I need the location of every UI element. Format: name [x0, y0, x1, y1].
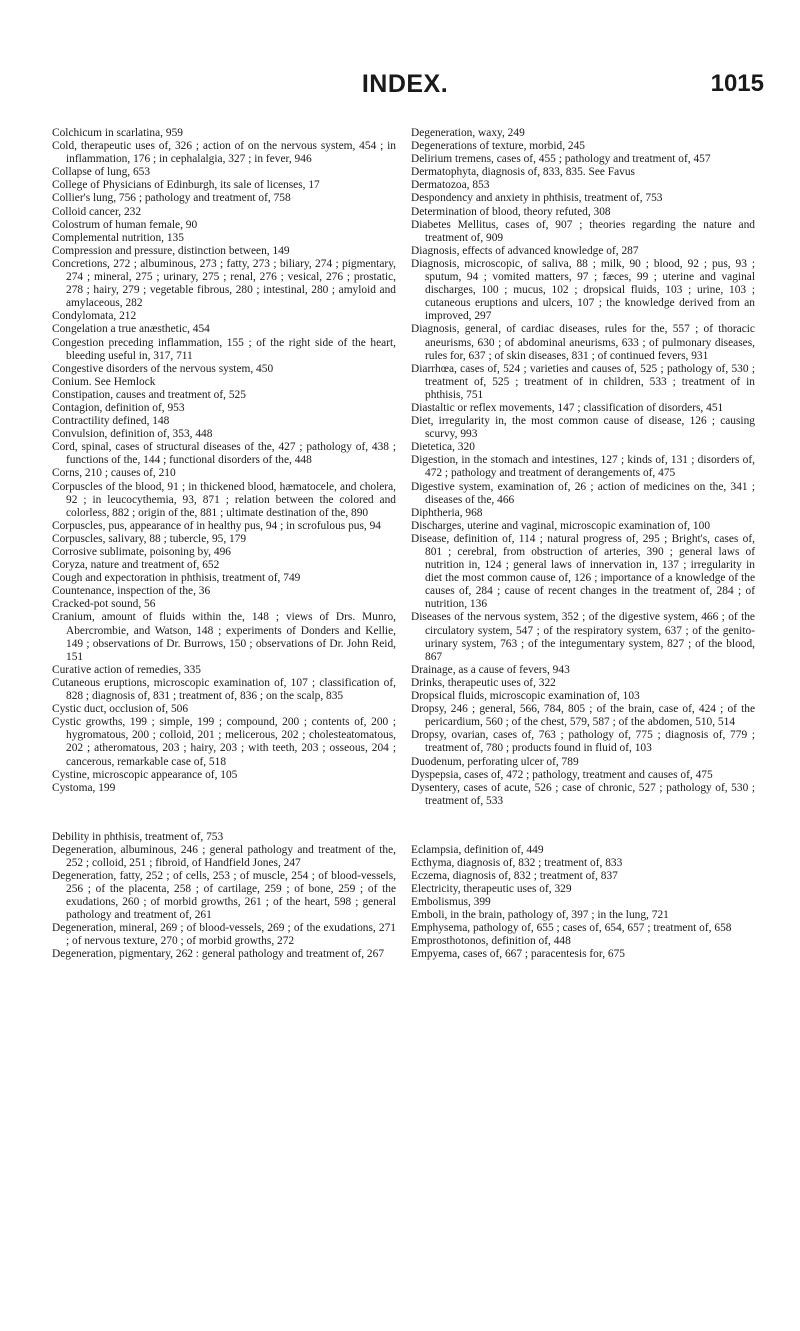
- index-entry: Condylomata, 212: [52, 310, 137, 323]
- index-entry: Complemental nutrition, 135: [52, 231, 184, 244]
- index-entry: Despondency and anxiety in phthisis, treatment of, 753: [411, 192, 663, 205]
- index-entry: Diet, irregularity in, the most common cause of disease, 126 ; causing scurvy, 993: [411, 415, 755, 441]
- index-entry: Cord, spinal, cases of structural diseases of the, 427 ; pathology of, 438 ; functions of the, 144 ; functional disorders of the, 448: [52, 441, 396, 467]
- index-entry: Congestive disorders of the nervous system, 450: [52, 362, 274, 375]
- index-entry: Duodenum, perforating ulcer of, 789: [411, 755, 579, 768]
- index-entry: Colostrum of human female, 90: [52, 218, 198, 231]
- index-entry: Diarrhœa, cases of, 524 ; varieties and causes of, 525 ; pathology of, 530 ; treatment of, 525 ; treatment of in children, 533 ; treatment of in phthisis, 751: [411, 362, 755, 401]
- index-entry: Cutaneous eruptions, microscopic examination of, 107 ; classification of, 828 ; diagnosis of, 831 ; treatment of, 836 ; on the scalp, 835: [52, 676, 396, 703]
- index-entry: Cystoma, 199: [52, 781, 116, 794]
- index-entry: Compression and pressure, distinction between, 149: [52, 244, 290, 257]
- index-entry: Emboli, in the brain, pathology of, 397 ; in the lung, 721: [411, 909, 669, 922]
- index-entry: Empyema, cases of, 667 ; paracentesis for, 675: [411, 948, 625, 961]
- index-entry: Countenance, inspection of the, 36: [52, 585, 211, 598]
- index-entry: Coryza, nature and treatment of, 652: [52, 559, 220, 572]
- index-entry: Diagnosis, general, of cardiac diseases, rules for the, 557 ; of thoracic aneurisms, 630 ; of abdominal aneurisms, 633 ; of pulmonary diseases, rules for, 637 ; of skin diseases, 831 ; of continued fevers, 931: [411, 323, 755, 362]
- index-entry: Degenerations of texture, morbid, 245: [411, 140, 585, 153]
- index-entry: Contractility defined, 148: [52, 415, 170, 428]
- index-entry: Digestion, in the stomach and intestines, 127 ; kinds of, 131 ; disorders of, 472 ; pathology and treatment of derangements of, 475: [411, 454, 755, 480]
- index-entry: Emphysema, pathology of, 655 ; cases of, 654, 657 ; treatment of, 658: [411, 922, 732, 935]
- index-entry: Cough and expectoration in phthisis, treatment of, 749: [52, 572, 301, 585]
- index-entry: Cold, therapeutic uses of, 326 ; action of on the nervous system, 454 ; in inflammation, 176 ; in cephalalgia, 327 ; in fever, 946: [52, 140, 396, 166]
- index-entry: Embolismus, 399: [411, 896, 491, 909]
- index-entry: Diagnosis, microscopic, of saliva, 88 ; milk, 90 ; blood, 92 ; pus, 93 ; sputum, 94 ; vomited matters, 97 ; fæces, 99 ; uterine and vaginal discharges, 100 ; mucus, 102 ; dropsical fluids, 103 ; urine, 103 ; cutaneous eruptions and ulcers, 107 ; the knowledge derived from an improved, 297: [411, 257, 755, 323]
- index-entry: Constipation, causes and treatment of, 525: [52, 388, 246, 401]
- index-column-right: [411, 127, 755, 962]
- index-entry: Dermatozoa, 853: [411, 179, 490, 192]
- index-entry: Ecthyma, diagnosis of, 832 ; treatment of, 833: [411, 856, 623, 869]
- index-entry: Electricity, therapeutic uses of, 329: [411, 882, 572, 895]
- index-entry: Colchicum in scarlatina, 959: [52, 127, 183, 139]
- index-entry: Cystine, microscopic appearance of, 105: [52, 768, 238, 781]
- index-entry: Convulsion, definition of, 353, 448: [52, 428, 213, 441]
- index-entry: Diabetes Mellitus, cases of, 907 ; theories regarding the nature and treatment of, 909: [411, 218, 755, 244]
- index-entry: Colloid cancer, 232: [52, 205, 142, 218]
- index-entry: Dropsy, ovarian, cases of, 763 ; pathology of, 775 ; diagnosis of, 779 ; treatment of, 780 ; products found in fluid of, 103: [411, 729, 755, 755]
- index-entry: Degeneration, albuminous, 246 ; general pathology and treatment of the, 252 ; colloid, 251 ; fibroid, of Handfield Jones, 247: [52, 843, 396, 869]
- index-entry: Cracked-pot sound, 56: [52, 598, 156, 611]
- index-entry: Emprosthotonos, definition of, 448: [411, 935, 571, 948]
- index-entry: Eclampsia, definition of, 449: [411, 843, 544, 856]
- index-entry: Degeneration, mineral, 269 ; of blood-vessels, 269 ; of the exudations, 271 ; of nervous texture, 270 ; of morbid growths, 272: [52, 922, 396, 948]
- letter-section-gap: [52, 806, 396, 819]
- index-entry: Dropsy, 246 ; general, 566, 784, 805 ; of the brain, case of, 424 ; of the pericardium, 560 ; of the chest, 579, 587 ; of the abdomen, 510, 514: [411, 703, 755, 729]
- index-entry: Digestive system, examination of, 26 ; action of medicines on the, 341 ; diseases of the, 466: [411, 480, 755, 506]
- index-entry: Congelation a true anæsthetic, 454: [52, 323, 210, 336]
- index-entry: Contagion, definition of, 953: [52, 401, 185, 414]
- index-entry: Drinks, therapeutic uses of, 322: [411, 676, 556, 689]
- index-entry: Diagnosis, effects of advanced knowledge of, 287: [411, 244, 639, 257]
- page-number: 1015: [710, 70, 764, 97]
- index-entry: Cranium, amount of fluids within the, 148 ; views of Drs. Munro, Abercrombie, and Watson, 148 ; experiments of Donders and Kellie, 149 ; observations of Dr. Burrows, 150 ; observations of Dr. John Reid, 151: [52, 611, 396, 663]
- index-entry: Degeneration, waxy, 249: [411, 127, 525, 139]
- index-column-left: [52, 127, 396, 962]
- index-entry: Dropsical fluids, microscopic examination of, 103: [411, 690, 640, 703]
- index-entry: Congestion preceding inflammation, 155 ; of the right side of the heart, bleeding useful in, 317, 711: [52, 336, 396, 362]
- index-entry: Delirium tremens, cases of, 455 ; pathology and treatment of, 457: [411, 153, 711, 166]
- index-entry: Disease, definition of, 114 ; natural progress of, 295 ; Bright's, cases of, 801 ; cerebral, from obstruction of arteries, 390 ; general laws of nutrition in, 124 ; general laws of innervation in, 137 ; irregularity in diet the most common cause of, 126 ; importance of a knowledge of the causes of, 284 ; cause of recent changes in the treatment of, 284 ; of nutrition, 136: [411, 532, 755, 611]
- index-entry: Dysentery, cases of acute, 526 ; case of chronic, 527 ; pathology of, 530 ; treatment of, 533: [411, 781, 755, 807]
- index-entry: Diphtheria, 968: [411, 506, 483, 519]
- letter-section-gap: [411, 819, 755, 832]
- index-entry: Conium. See Hemlock: [52, 375, 156, 388]
- index-entry: Diastaltic or reflex movements, 147 ; classification of disorders, 451: [411, 401, 724, 414]
- running-title: INDEX.: [361, 70, 449, 98]
- index-entry: Degeneration, fatty, 252 ; of cells, 253 ; of muscle, 254 ; of blood-vessels, 256 ; of the placenta, 258 ; of cartilage, 259 ; of bone, 259 ; of the exudations, 260 ; of morbid growths, 261 ; of the heart, 598 ; general pathology and treatment of, 261: [52, 869, 396, 922]
- index-entry: Collier's lung, 756 ; pathology and treatment of, 758: [52, 192, 291, 205]
- index-entry: Corns, 210 ; causes of, 210: [52, 467, 176, 480]
- index-entry: Dyspepsia, cases of, 472 ; pathology, treatment and causes of, 475: [411, 768, 713, 781]
- index-entry: Dietetica, 320: [411, 441, 475, 454]
- index-entry: Degeneration, pigmentary, 262 : general pathology and treatment of, 267: [52, 948, 385, 961]
- index-entry: College of Physicians of Edinburgh, its sale of licenses, 17: [52, 179, 320, 192]
- index-entry: Drainage, as a cause of fevers, 943: [411, 663, 570, 676]
- index-entry: Corpuscles of the blood, 91 ; in thickened blood, hæmatocele, and cholera, 92 ; in leucocythemia, 93, 871 ; relation between the colored and colorless, 882 ; origin of the, 881 ; ultimate destination of the, 890: [52, 480, 396, 519]
- index-entry: Corpuscles, salivary, 88 ; tubercle, 95, 179: [52, 532, 247, 545]
- index-entry: Eczema, diagnosis of, 832 ; treatment of, 837: [411, 869, 618, 882]
- index-entry: Determination of blood, theory refuted, 308: [411, 205, 611, 218]
- index-entry: Collapse of lung, 653: [52, 166, 151, 179]
- page-header: [60, 70, 764, 104]
- index-entry: Debility in phthisis, treatment of, 753: [52, 830, 224, 843]
- index-entry: Corpuscles, pus, appearance of in healthy pus, 94 ; in scrofulous pus, 94: [52, 519, 381, 532]
- index-entry: Cystic duct, occlusion of, 506: [52, 703, 189, 716]
- index-entry: Dermatophyta, diagnosis of, 833, 835. See Favus: [411, 166, 635, 179]
- index-entry: Discharges, uterine and vaginal, microscopic examination of, 100: [411, 519, 711, 532]
- index-entry: Concretions, 272 ; albuminous, 273 ; fatty, 273 ; biliary, 274 ; pigmentary, 274 ; mineral, 275 ; urinary, 275 ; renal, 276 ; vesical, 276 ; prostatic, 278 ; hairy, 279 ; vegetable fibrous, 280 ; intestinal, 280 ; amyloid and amylaceous, 282: [52, 257, 396, 310]
- index-entry: Cystic growths, 199 ; simple, 199 ; compound, 200 ; contents of, 200 ; hygromatous, 200 ; colloid, 201 ; melicerous, 202 ; cholesteatomatous, 202 ; atheromatous, 203 ; hairy, 203 ; with teeth, 203 ; osseous, 204 ; cancerous, remarkable case of, 518: [52, 716, 396, 768]
- index-entry: Diseases of the nervous system, 352 ; of the digestive system, 466 ; of the circulatory system, 547 ; of the respiratory system, 637 ; of the genito-urinary system, 763 ; of the integumentary system, 827 ; of the blood, 867: [411, 611, 755, 663]
- index-entry: Corrosive sublimate, poisoning by, 496: [52, 546, 231, 558]
- index-entry: Curative action of remedies, 335: [52, 663, 201, 676]
